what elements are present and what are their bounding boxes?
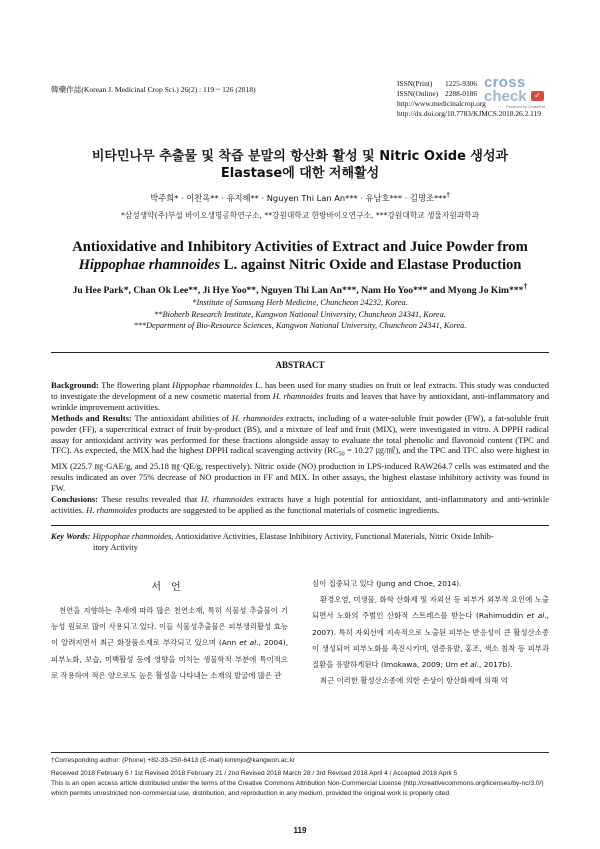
journal-url[interactable]: http://www.medicinalcrop.org	[397, 99, 486, 108]
logo-text-check: check	[484, 88, 527, 105]
dagger-mark: †	[523, 282, 528, 291]
article-history-license: Received 2018 February 6 / 1st Revised 2018 February 21 / 2nd Revised 2018 March 28 / 3rd Revised 2018 April 4 / Accepted 2018 April 5 This is an open access article distributed under the terms of the Creative Commons Attribution Non-Commercial License (http://creativecommons.org/licenses/by-nc/3.0/) which permits unrestricted non-commercial use, distribution, and reproduction in any medium, provided the original work is properly cited.	[51, 770, 544, 797]
corresponding-author: †Corresponding author: (Phone) +82-33-250-6413 (E-mail) kimmjo@kangwon.ac.kr	[51, 757, 296, 764]
checkmark-icon: ✓	[531, 91, 544, 101]
abstract-conclusions: Conclusions: These results revealed that H. rhamnoides extracts have a high potential for antioxidant, anti-inflammatory and anti-wrinkle activities. H. rhamnoides products are suggested to be applied as the functional materials of cosmetic ingredients.	[51, 493, 549, 515]
english-affiliations: *Institute of Samsung Herb Medicine, Chuncheon 24232, Korea. **Bioherb Research Institute, Kangwon National University, Chuncheon 24341, Korea. ***Department of Bio-Resource Sciences, Kangwon National University, Chuncheon 24341, Korea.	[133, 298, 467, 330]
journal-citation: 韓藥作誌(Korean J. Medicinal Crop Sci.) 26(2) : 119 ~ 126 (2018)	[51, 85, 256, 94]
section-heading-introduction: 서언	[151, 582, 191, 593]
abstract-background: Background: The flowering plant Hippophae rhamnoides L. has been used for many studies on fruit or leaf extracts. This study was conducted to investigate the development of a new cosmetic material from H. rhamnoides fruits and leaves that have by antioxidant, anti-inflammatory and wrinkle improvement activities.	[51, 380, 550, 412]
logo-powered-by: Powered by CrossRef	[506, 104, 545, 109]
footnote-rule	[51, 752, 549, 753]
korean-title: 비타민나무 추출물 및 착즙 분말의 항산화 활성 및 Nitric Oxide 생성과 Elastase에 대한 저해활성	[91, 149, 509, 181]
issn-print: ISSN(Print) 1225-9306	[397, 79, 478, 88]
english-title: Antioxidative and Inhibitory Activities of Extract and Juice Powder from Hippophae rhamnoides L. against Nitric Oxide and Elastase Production	[72, 239, 528, 273]
abstract-methods-results: Methods and Results: The antioxidant abilities of H. rhamnoides extracts, including of a water-soluble fruit powder (FW), a fat-soluble fruit powder (FF), a supercritical extract of fruit by-product (BS), and a mixture of leaf and fruit (MIX), were investigated in vitro. A DPPH radical assay for antioxidant activity was performed for these fractions alongside assay to evaluate the total phenolic and flavonoid content (TPC and TFC). As expected, the MIX had the highest DPPH radical scavenging activity ($RC_{50} = 10.27$ ㎍/㎖), and the TPC and TFC also were highest in MIX (225.7 ㎎·GAE/g, and 25.18 ㎎·QE/g, respectively). Nitric oxide (NO) production in LPS-induced RAW264.7 cells was estimated and the results indicated an over 75% decrease of NO production in FF and MIX. In other assays, the highest elastase inhibitory activity was found in FW.	[51, 412, 549, 493]
doi-link[interactable]: http://dx.doi.org/10.7783/KJMCS.2018.26.2.119	[397, 109, 541, 118]
dagger-mark: †	[446, 191, 450, 199]
keywords-label: Key Words:	[51, 532, 91, 541]
crossmark-logo[interactable]	[484, 74, 550, 111]
korean-affiliations: *삼성생약(주)부설 바이오생명공학연구소, **강원대학교 한방바이오연구소, ***강원대학교 생물자원과학과	[120, 211, 480, 220]
english-authors: Ju Hee Park*, Chan Ok Lee**, Ji Hye Yoo**, Nguyen Thi Lan An***, Nam Ho Yoo*** and Myong Jo Kim***†	[72, 282, 528, 297]
issn-online: ISSN(Online) 2288-0186	[397, 89, 478, 98]
abstract-body	[51, 380, 549, 516]
abstract-bottom-rule	[51, 525, 549, 526]
logo-text-cross: cross	[484, 74, 526, 91]
body-column-left: 천연을 지향하는 추세에 따라 많은 천연소재, 특히 식물성 추출물이 기능성 원료로 많이 사용되고 있다. 이들 식물성추출물은 피부생리활성 효능이 알려지면서 최근 화장품소재로 부각되고 있으며 (Ann et al., 2004), 피부노화, 보습, 미백활성 등에 영향을 미치는 생물학적 부분에 특이적으로 작용하여 적은 양으로도 높은 활성을 나타내는 소재의 발굴에 많은 관	[51, 606, 288, 680]
abstract-heading: ABSTRACT	[275, 360, 325, 370]
korean-authors: 박주희* · 이찬옥** · 유지혜** · Nguyen Thi Lan An*** · 유남호*** · 김명조***†	[150, 191, 450, 203]
keywords: Key Words: Hippophae rhamnoides, Antioxidative Activities, Elastase Inhibitory Activity, Functional Materials, Nitric Oxide Inhib- itory Activity	[51, 532, 494, 552]
abstract-top-rule	[51, 352, 549, 353]
body-column-right: 심이 집중되고 있다 (Jung and Choe, 2014). 환경오염, 미생물, 화학 산화제 및 자외선 등 피부가 외부적 요인에 노출되면서 노화의 주범인 산화적 스트레스를 받는다 (Rahimuddin et al., 2007). 특히 자외선에 지속적으로 노출된 피부는 반응성이 큰 활성산소종이 생성되어 피부노화를 촉진시키며, 염증유발, 홍조, 색소 침착 등 피부과 질환을 유발하게된다 (Imokawa, 2009; Um et al., 2017b). 최근 이러한 활성산소종에 의한 손상이 항산화제에 의해 억	[312, 579, 549, 686]
page-number: 119	[293, 826, 307, 835]
